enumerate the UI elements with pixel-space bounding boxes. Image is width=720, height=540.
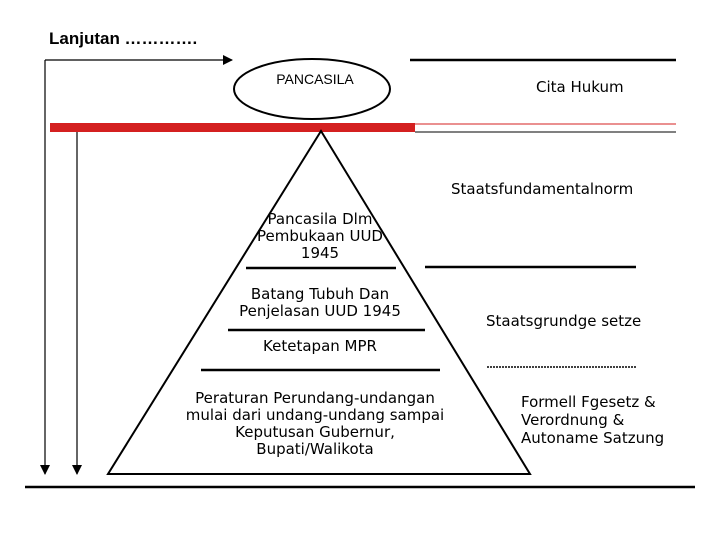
formell-line-2: Verordnung & <box>521 411 625 429</box>
tier-batang-tubuh <box>215 286 425 320</box>
tier-peraturan-line-4: Bupati/Walikota <box>256 440 374 458</box>
tier-ketetapan-mpr <box>230 338 410 355</box>
tier-peraturan-line-2: mulai dari undang-undang sampai <box>185 406 445 424</box>
pancasila-label: PANCASILA <box>276 71 354 87</box>
slide-title: Lanjutan …………. <box>49 29 198 48</box>
tier-batang-tubuh-line-2: Penjelasan UUD 1945 <box>239 302 401 320</box>
tier-ketetapan-mpr-line-1: Ketetapan MPR <box>263 337 377 355</box>
red-bar <box>50 123 415 132</box>
tier-pembukaan-line-3: 1945 <box>300 244 340 262</box>
staatsgrundgesetze-label: Staatsgrundge setze <box>486 312 642 330</box>
tier-peraturan-line-3: Keputusan Gubernur, <box>235 423 395 441</box>
formell-label <box>521 393 664 447</box>
staatsfundamentalnorm-label: Staatsfundamentalnorm <box>451 180 634 198</box>
tier-pembukaan-line-1: Pancasila Dlm <box>267 210 373 228</box>
cita-hukum-label: Cita Hukum <box>536 78 624 96</box>
tier-batang-tubuh-line-1: Batang Tubuh Dan <box>250 285 390 303</box>
formell-line-1: Formell Fgesetz & <box>521 393 656 411</box>
tier-pembukaan-line-2: Pembukaan UUD <box>257 227 383 245</box>
formell-line-3: Autoname Satzung <box>521 429 665 447</box>
tier-peraturan <box>160 390 470 458</box>
tier-pembukaan <box>225 211 415 262</box>
pancasila-ellipse <box>234 59 390 119</box>
tier-peraturan-line-1: Peraturan Perundang-undangan <box>195 389 435 407</box>
